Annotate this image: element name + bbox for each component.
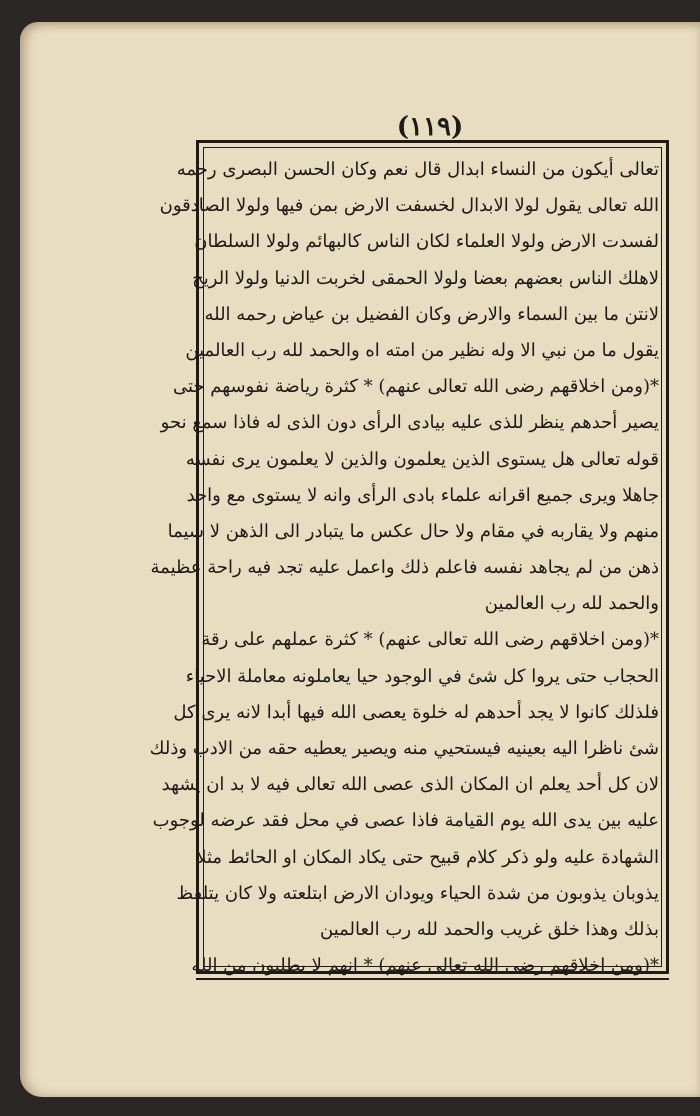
text-line: ذهن من لم يجاهد نفسه فاعلم ذلك واعمل عليه تجد فيه راحة عظيمة (150, 557, 659, 579)
text-line: يقول ما من نبي الا وله نظير من امته اه والحمد لله رب العالمين (185, 339, 659, 361)
section-heading-line: *(ومن اخلاقهم رضى الله تعالى عنهم) * كثرة عملهم على رقة (201, 629, 659, 651)
text-line: الشهادة عليه ولو ذكر كلام قبيح حتى يكاد المكان او الحائط مثلا (196, 846, 659, 868)
text-line: شئ ناظرا اليه بعينيه فيستحيي منه ويصير يعطيه حقه من الادب وذلك (149, 738, 659, 759)
section-heading-line: *(ومن اخلاقهم رضى الله تعالى عنهم) * انهم لا يطلبون من الله (191, 955, 659, 977)
text-line: يصير أحدهم ينظر للذى عليه بيادى الرأى دون الذى له فاذا سمع نحو (160, 412, 659, 434)
text-line: لان كل أحد يعلم ان المكان الذى عصى الله تعالى فيه لا بد ان يشهد (161, 774, 659, 796)
text-line: يذوبان يذوبون من شدة الحياء ويودان الارض ابتلعته ولا كان يتلفظ (176, 882, 659, 904)
section-heading-line: *(ومن اخلاقهم رضى الله تعالى عنهم) * كثرة رياضة نفوسهم حتى (172, 376, 659, 398)
text-line: لفسدت الارض ولولا العلماء لكان الناس كالبهائم ولولا السلطان (194, 231, 659, 253)
main-text (149, 152, 659, 984)
text-line: الحجاب حتى يروا كل شئ في الوجود حيا يعاملونه معاملة الاحياء (185, 665, 659, 687)
text-line: فلذلك كانوا لا يجد أحدهم له خلوة يعصى الله فيها أبدا لانه يرى كل (173, 701, 659, 723)
page-number: (١١٩) (396, 112, 464, 142)
text-line: تعالى أيكون من النساء ابدال قال نعم وكان الحسن البصرى رحمه (176, 159, 659, 180)
text-line: لانتن ما بين السماء والارض وكان الفضيل بن عياض رحمه الله (204, 303, 659, 325)
text-line: منهم ولا يقاربه في مقام ولا حال عكس ما يتبادر الى الذهن لا سيما (167, 520, 659, 542)
text-line: والحمد لله رب العالمين (484, 593, 659, 615)
text-line: بذلك وهذا خلق غريب والحمد لله رب العالمين (320, 918, 659, 940)
text-line: لاهلك الناس بعضهم بعضا ولولا الحمقى لخربت الدنيا ولولا الريح (192, 267, 659, 289)
text-line: قوله تعالى هل يستوى الذين يعلمون والذين لا يعلمون يرى نفسه (185, 448, 659, 470)
text-line: جاهلا ويرى جميع اقرانه علماء بادى الرأى وانه لا يستوى مع واحد (186, 484, 659, 506)
text-line: عليه بين يدى الله يوم القيامة فاذا عصى في محل فقد عرضه لوجوب (152, 810, 659, 832)
text-line: الله تعالى يقول لولا الابدال لخسفت الارض بمن فيها ولولا الصادقون (159, 195, 659, 217)
